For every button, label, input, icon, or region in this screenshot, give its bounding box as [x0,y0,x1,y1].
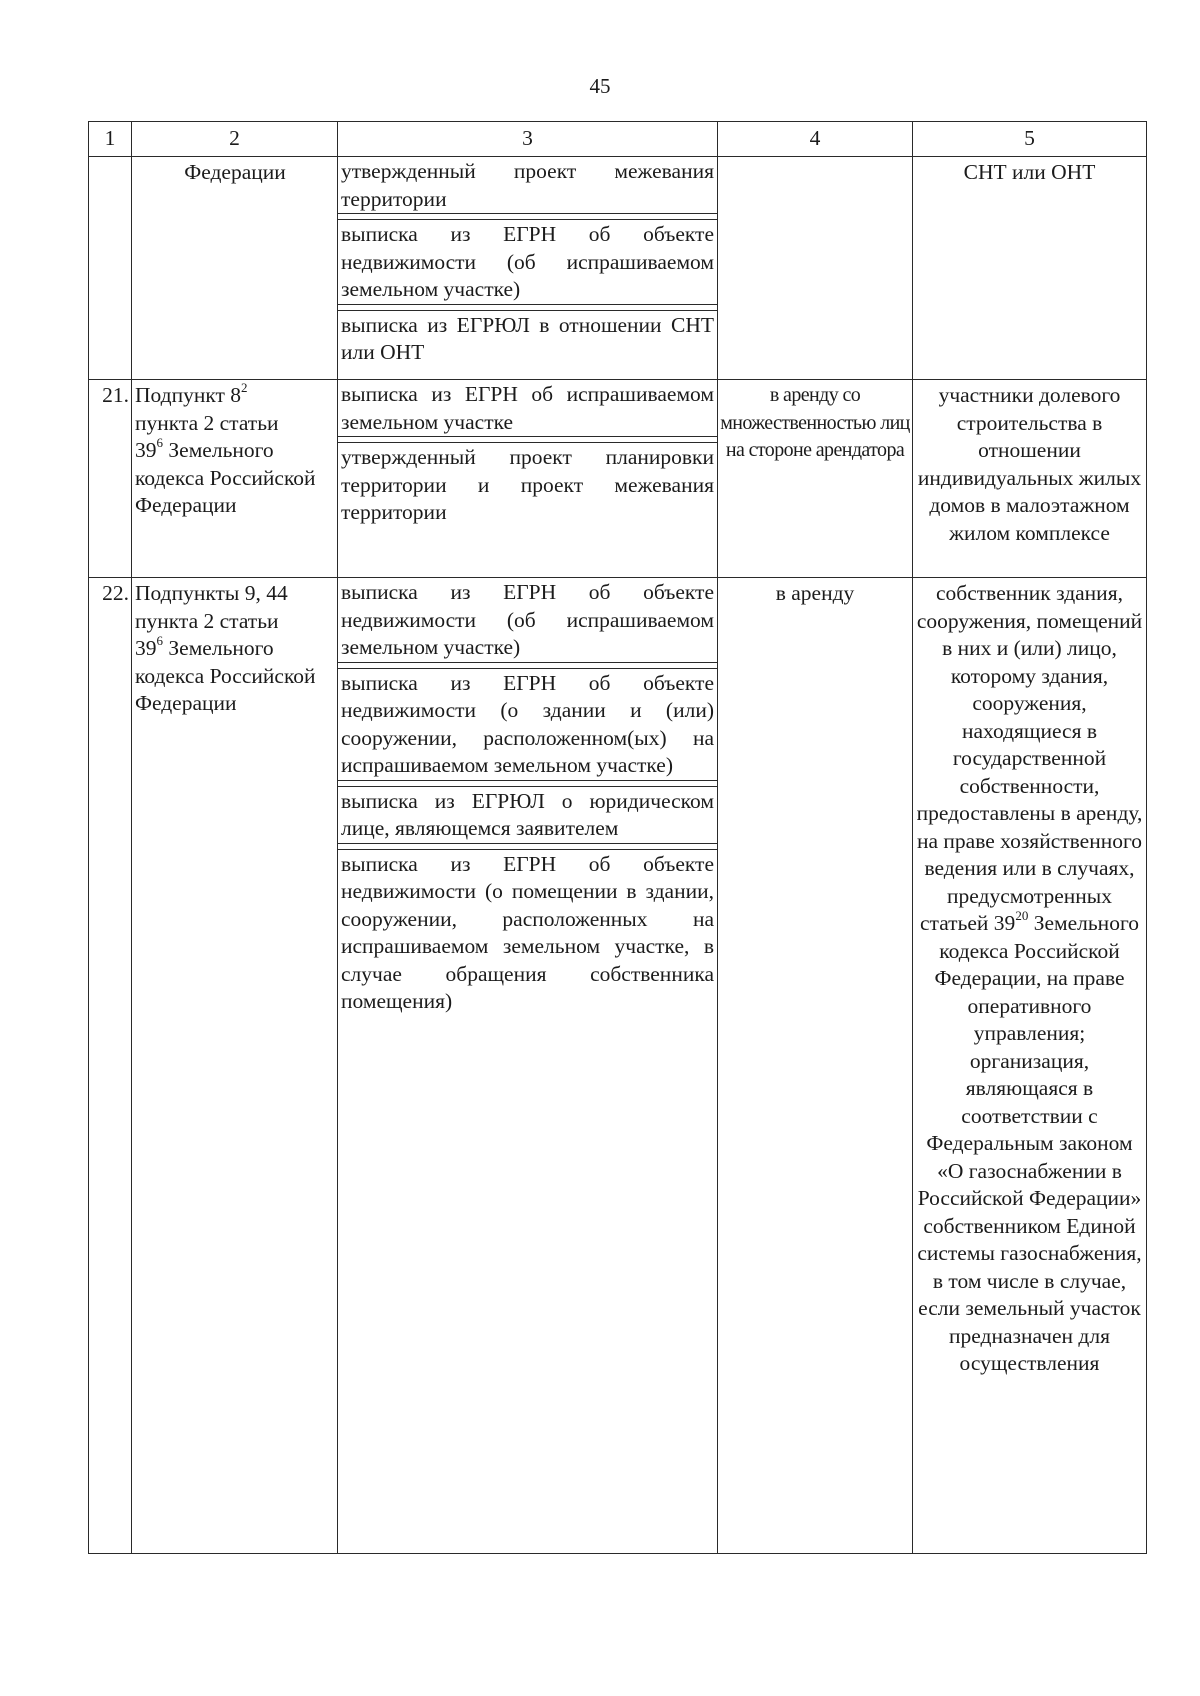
page-number: 45 [589,74,611,98]
column-number-4: 4 [718,122,913,157]
column-number-1: 1 [89,122,132,157]
document-item: утвержденный проект планировки территории и проект межевания территории [338,442,717,527]
document-item: выписка из ЕГРН об объекте недвижимости (о помещении в здании, сооружении, расположенных на испрашиваемом земельном участке, в случае обращения собственника помещения) [338,849,717,1016]
legal-basis-text: Земельного кодекса Российской Федерации [135,636,316,715]
provision-mode-text: в аренду [775,581,855,605]
legal-basis-cell [132,157,338,380]
applicant-text: собственник здания, сооружения, помещений в них и (или) лицо, которому здания, сооружения, находящиеся в государственной собственности, предоставлены в аренду, на праве хозяйственного ведения или в случаях, предусмотренных статьей 39 [916,581,1143,935]
applicant-cell [913,157,1147,380]
legal-basis-text: Земельного кодекса Российской Федерации [135,438,316,517]
column-number-3: 3 [338,122,718,157]
legal-basis-text: Подпункты 9, 44 [135,581,288,605]
provision-mode-text: в аренду со множественностью лиц на стороне арендатора [720,384,910,461]
applicant-text: Земельного кодекса Российской Федерации, на праве оперативного управления; организация, являющаяся в соответствии с Федеральным законом «О газоснабжении в Российской Федерации» собственником Единой системы газоснабжения, в том числе в случае, если земельный участок предназначен для осуществления [917,911,1142,1375]
document-item: выписка из ЕГРН об объекте недвижимости (о здании и (или) сооружении, расположенном(ых) на испрашиваемом земельном участке) [338,668,717,781]
document-item: выписка из ЕГРЮЛ о юридическом лице, являющемся заявителем [338,786,717,844]
legal-basis-text: 39 [135,438,157,462]
superscript: 2 [241,379,248,395]
column-number-2: 2 [132,122,338,157]
legal-basis-text: Подпункт 8 [135,383,242,407]
legal-basis-text: 39 [135,636,157,660]
provision-mode-cell [718,578,913,1554]
document-table [88,121,1147,1554]
provision-mode-cell [718,157,913,380]
applicant-cell [913,578,1147,1554]
table-row-22 [89,578,1147,1554]
document-item: выписка из ЕГРЮЛ в отношении СНТ или ОНТ [338,310,717,367]
document-item: утвержденный проект межевания территории [338,157,717,214]
applicant-text: СНТ или ОНТ [963,160,1096,184]
superscript: 6 [156,434,163,450]
table-row-continued [89,157,1147,380]
legal-basis-text: пункта 2 статьи [135,410,279,435]
applicant-cell [913,380,1147,578]
documents-cell [338,578,718,1554]
legal-basis-text: Федерации [184,160,286,184]
column-number-5: 5 [913,122,1147,157]
document-item: выписка из ЕГРН об объекте недвижимости (об испрашиваемом земельном участке) [338,578,717,663]
superscript: 20 [1015,907,1029,923]
column-number-row [89,122,1147,157]
row-number: 22. [89,578,132,1554]
row-number-cell [89,157,132,380]
provision-mode-cell [718,380,913,578]
table-row-21 [89,380,1147,578]
document-item: выписка из ЕГРН об испрашиваемом земельном участке [338,380,717,437]
row-number: 21. [89,380,132,578]
legal-basis-cell [132,380,338,578]
legal-basis-text: пункта 2 статьи [135,608,279,633]
document-item: выписка из ЕГРН об объекте недвижимости (об испрашиваемом земельном участке) [338,219,717,305]
documents-cell [338,380,718,578]
applicant-text: участники долевого строительства в отношении индивидуальных жилых домов в малоэтажном жилом комплексе [917,383,1142,545]
documents-cell [338,157,718,380]
legal-basis-cell [132,578,338,1554]
superscript: 6 [156,632,163,648]
